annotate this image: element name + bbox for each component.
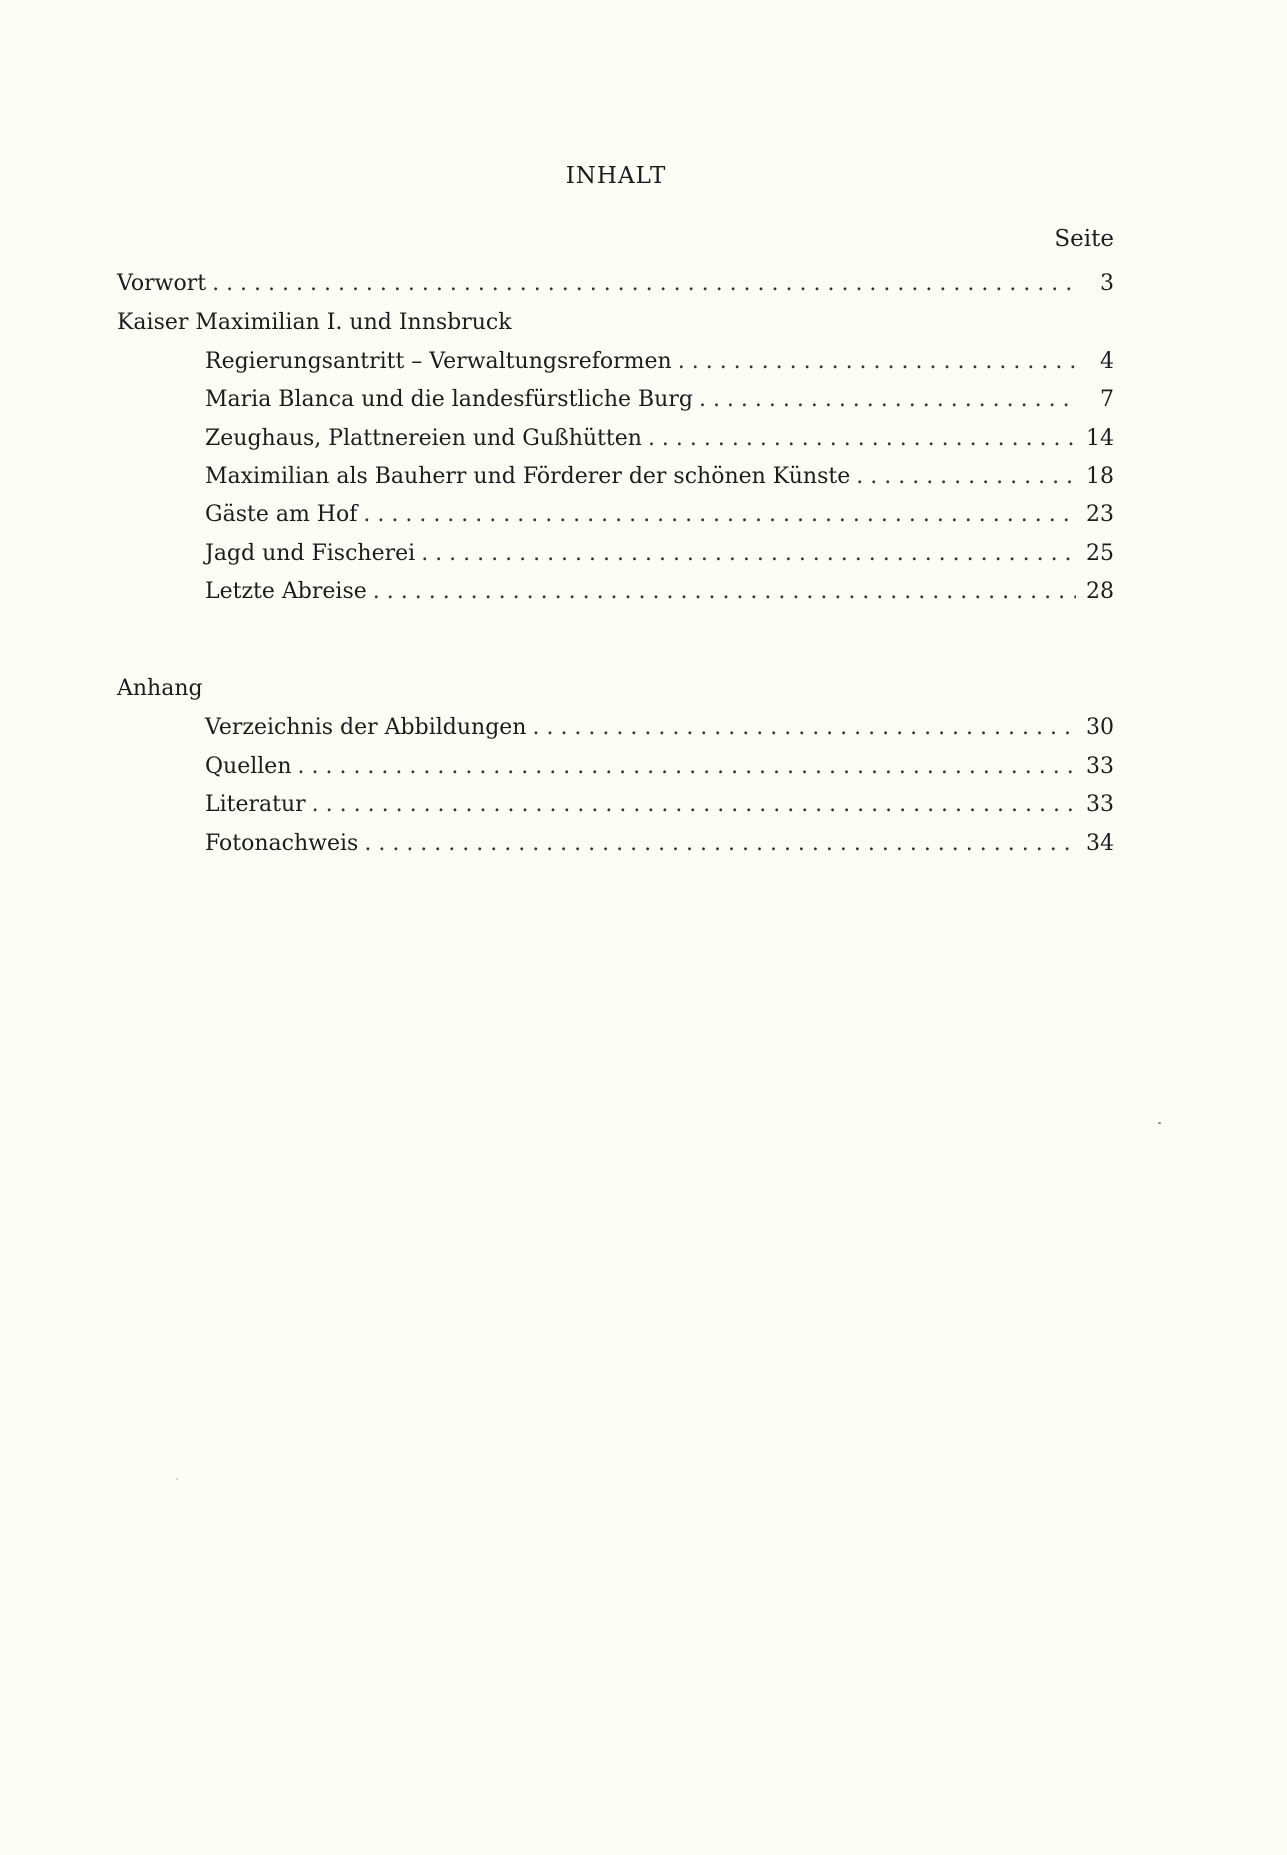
toc-entry-page: 14 bbox=[1086, 426, 1114, 451]
toc-entry-label: Regierungsantritt – Verwaltungsreformen bbox=[205, 349, 672, 374]
leader-dots bbox=[298, 749, 1077, 785]
paper-speck bbox=[176, 1478, 178, 1480]
page-title: INHALT bbox=[565, 163, 667, 189]
toc-entry[interactable] bbox=[205, 382, 1114, 418]
toc-entry-page: 33 bbox=[1086, 792, 1114, 817]
appendix-heading[interactable]: Anhang bbox=[117, 676, 203, 701]
page-column-label: Seite bbox=[1054, 226, 1114, 252]
toc-entry-page: 28 bbox=[1086, 579, 1114, 604]
paper-speck bbox=[1158, 1122, 1161, 1124]
chapter-heading[interactable]: Kaiser Maximilian I. und Innsbruck bbox=[117, 310, 512, 335]
toc-entry[interactable] bbox=[205, 574, 1114, 610]
leader-dots bbox=[678, 344, 1078, 380]
toc-entry-page: 7 bbox=[1100, 387, 1114, 412]
toc-entry-label: Maria Blanca und die landesfürstliche Burg bbox=[205, 387, 693, 412]
toc-entry-page: 34 bbox=[1086, 831, 1114, 856]
leader-dots bbox=[699, 382, 1078, 418]
leader-dots bbox=[212, 266, 1078, 302]
toc-entry-label: Gäste am Hof bbox=[205, 502, 358, 527]
toc-entry-page: 30 bbox=[1086, 715, 1114, 740]
toc-entry[interactable] bbox=[205, 421, 1114, 457]
toc-entry[interactable] bbox=[205, 826, 1114, 862]
toc-entry[interactable] bbox=[205, 497, 1114, 533]
toc-entry-label: Jagd und Fischerei bbox=[205, 541, 416, 566]
toc-entry-page: 33 bbox=[1086, 754, 1114, 779]
toc-entry-label: Quellen bbox=[205, 754, 292, 779]
toc-entry[interactable] bbox=[205, 710, 1114, 746]
toc-entry-page: 18 bbox=[1086, 464, 1114, 489]
toc-entry[interactable] bbox=[205, 787, 1114, 823]
leader-dots bbox=[363, 497, 1076, 533]
toc-entry-label: Maximilian als Bauherr und Förderer der schönen Künste bbox=[205, 464, 851, 489]
toc-entry-label: Literatur bbox=[205, 792, 306, 817]
toc-entry-label: Letzte Abreise bbox=[205, 579, 367, 604]
toc-entry-label: Verzeichnis der Abbildungen bbox=[205, 715, 527, 740]
toc-entry-page: 25 bbox=[1086, 541, 1114, 566]
toc-entry-page: 23 bbox=[1086, 502, 1114, 527]
leader-dots bbox=[532, 710, 1076, 746]
toc-entry-page: 3 bbox=[1100, 271, 1114, 296]
leader-dots bbox=[312, 787, 1076, 823]
toc-entry-label: Vorwort bbox=[117, 271, 207, 296]
toc-entry[interactable] bbox=[205, 459, 1114, 495]
leader-dots bbox=[421, 536, 1076, 572]
toc-entry-page: 4 bbox=[1100, 349, 1114, 374]
toc-entry-label: Fotonachweis bbox=[205, 831, 359, 856]
leader-dots bbox=[373, 574, 1076, 610]
toc-entry[interactable] bbox=[205, 536, 1114, 572]
toc-entry[interactable] bbox=[205, 344, 1114, 380]
toc-entry-label: Zeughaus, Plattnereien und Gußhütten bbox=[205, 426, 642, 451]
toc-entry-vorwort[interactable] bbox=[117, 266, 1114, 302]
leader-dots bbox=[856, 459, 1076, 495]
leader-dots bbox=[648, 421, 1076, 457]
leader-dots bbox=[364, 826, 1076, 862]
toc-entry[interactable] bbox=[205, 749, 1114, 785]
